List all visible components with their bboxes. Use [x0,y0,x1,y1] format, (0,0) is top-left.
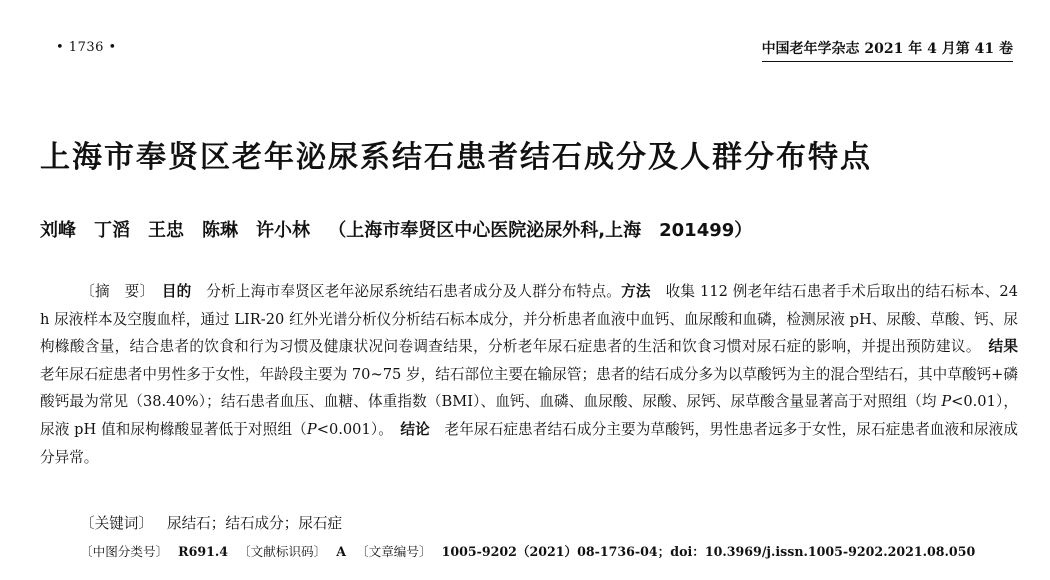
article-title: 上海市奉贤区老年泌尿系结石患者结石成分及人群分布特点 [40,140,872,175]
p-symbol: P [306,420,317,438]
conclusion-label: 结论 [400,420,430,438]
results-label: 结果 [988,338,1018,356]
methods-label: 方法 [621,283,651,300]
keywords-label: 〔关键词〕 [80,515,153,532]
author-name: 陈琳 [202,220,238,241]
clc-value: R691.4 [178,544,229,559]
results-text: <0.01），尿液 pH 值和尿枸橼酸显著低于对照组（ [40,393,1018,438]
doc-code-value: A [336,544,346,559]
page-number: • 1736 • [56,40,117,55]
doc-code-label: 〔文献标识码〕 [238,544,327,559]
journal-header: 中国老年学杂志 2021 年 4 月第 41 卷 [762,38,1013,62]
objective-label: 目的 [161,283,192,300]
classification-line [80,541,975,560]
article-number-value: 1005-9202（2021）08-1736-04；doi：10.3969/j.issn.1005-9202.2021.08.050 [441,544,976,559]
abstract-label: 〔摘 要〕 [80,283,147,300]
article-number-label: 〔文章编号〕 [356,544,432,559]
keywords-text: 尿结石；结石成分；尿石症 [166,515,343,532]
keywords [80,512,342,533]
author-name: 刘峰 [40,220,76,241]
author-name: 许小林 [256,220,310,241]
results-text: <0.001）。 [316,420,386,438]
author-name: 王忠 [148,220,184,241]
affiliation: （上海市奉贤区中心医院泌尿外科,上海 201499） [328,220,753,241]
methods-text: 收集 112 例老年结石患者手术后取出的结石标本、24 h 尿液样本及空腹血样，通过 LIR-20 红外光谱分析仪分析结石标本成分，并分析患者血液中血钙、血尿酸和血磷，检测尿液 pH、尿酸、草酸、钙、尿枸橼酸含量，结合患者的饮食和行为习惯及健康状况问卷调查结果，分析老年尿石症患者的生活和饮食习惯对尿石症的影响，并提出预防建议。 [40,283,1018,356]
results-text: 老年尿石症患者中男性多于女性，年龄段主要为 70~75 岁，结石部位主要在输尿管；患者的结石成分多为以草酸钙为主的混合型结石，其中草酸钙+磷酸钙最为常见（38.40%）；结石患者血压、血糖、体重指数（BMI）、血钙、血磷、血尿酸、尿酸、尿钙、尿草酸含量显著高于对照组（均 [40,365,1018,411]
author-name: 丁滔 [94,220,130,241]
clc-label: 〔中图分类号〕 [80,544,169,559]
abstract [40,278,1018,471]
p-symbol: P [941,393,952,411]
conclusion-text: 老年尿石症患者结石成分主要为草酸钙，男性患者远多于女性，尿石症患者血液和尿液成分异常。 [40,420,1018,466]
author-line [40,216,752,242]
objective-text: 分析上海市奉贤区老年泌尿系统结石患者成分及人群分布特点。 [206,283,622,300]
